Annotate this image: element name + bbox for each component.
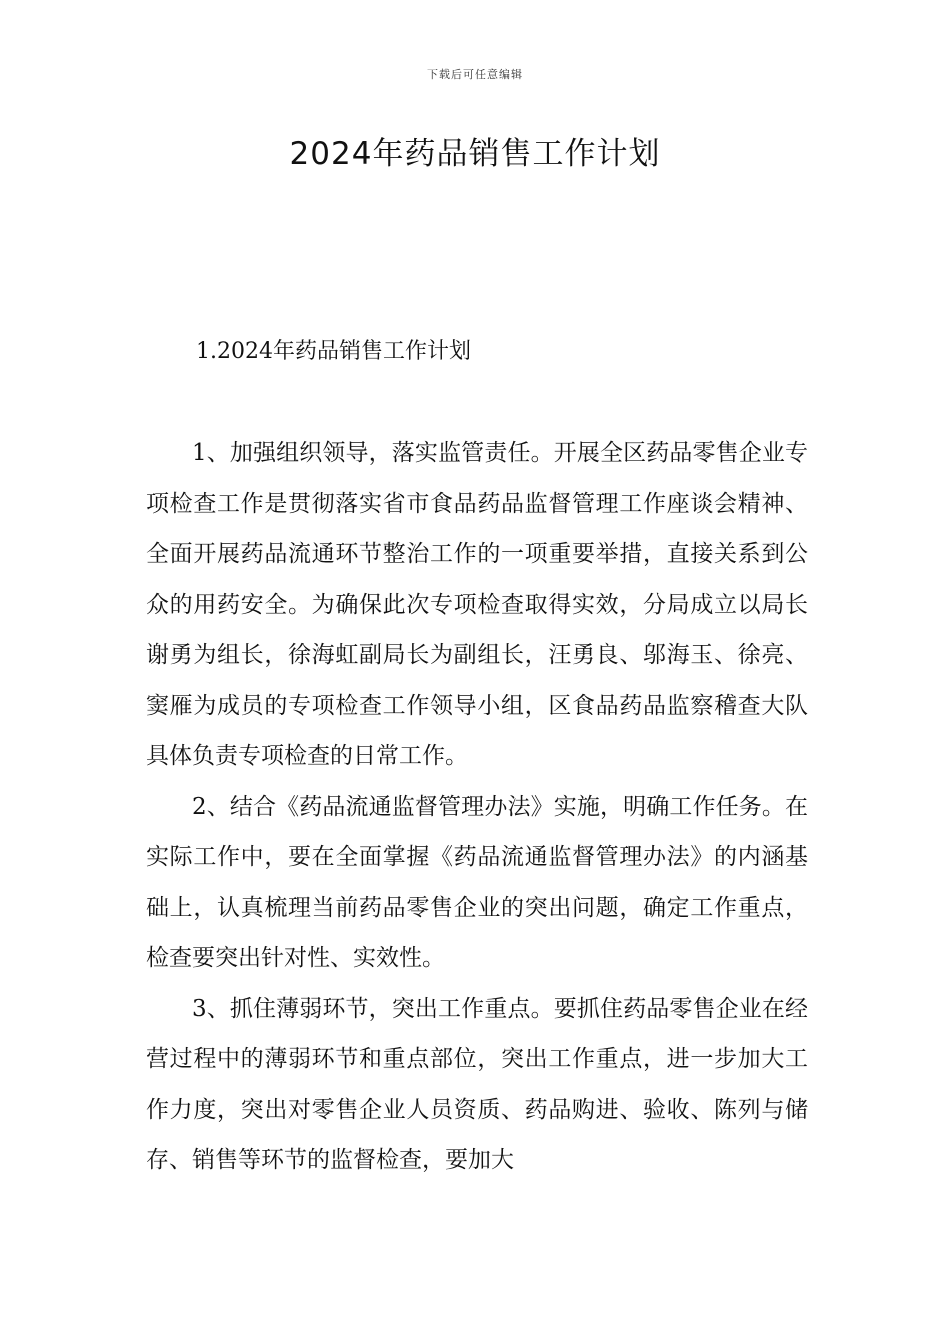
document-title: 2024年药品销售工作计划 bbox=[289, 136, 661, 172]
paragraph-1: 1、加强组织领导，落实监管责任。开展全区药品零售企业专项检查工作是贯彻落实省市食品药品监督管理工作座谈会精神、全面开展药品流通环节整治工作的一项重要举措，直接关系到公众的用药安全。为确保此次专项检查取得实效，分局成立以局长谢勇为组长，徐海虹副局长为副组长，汪勇良、邬海玉、徐亮、窦雁为成员的专项检查工作领导小组，区食品药品监察稽查大队具体负责专项检查的日常工作。 bbox=[146, 440, 808, 769]
section-heading: 1.2024年药品销售工作计划 bbox=[196, 339, 471, 364]
paragraph-2: 2、结合《药品流通监督管理办法》实施，明确工作任务。在实际工作中，要在全面掌握《药品流通监督管理办法》的内涵基础上，认真梳理当前药品零售企业的突出问题，确定工作重点，检查要突出针对性、实效性。 bbox=[146, 793, 808, 971]
document-body bbox=[146, 428, 808, 1186]
header-note: 下载后可任意编辑 bbox=[427, 68, 523, 81]
paragraph-3: 3、抓住薄弱环节，突出工作重点。要抓住药品零售企业在经营过程中的薄弱环节和重点部位，突出工作重点，进一步加大工作力度，突出对零售企业人员资质、药品购进、验收、陈列与储存、销售等环节的监督检查，要加大 bbox=[146, 995, 808, 1173]
